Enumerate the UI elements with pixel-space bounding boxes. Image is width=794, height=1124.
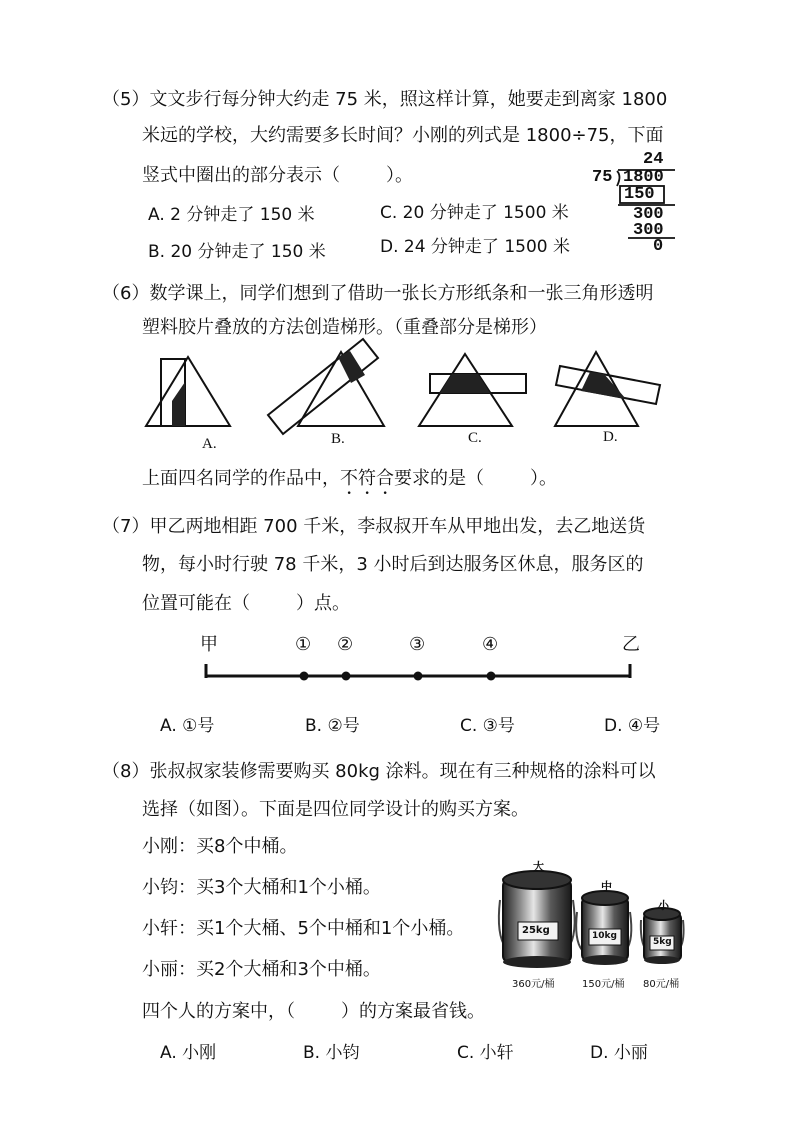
q5-option-d[interactable]: D. 24 分钟走了 1500 米 <box>380 237 571 257</box>
division-step1-circled: 150 <box>624 185 655 204</box>
bucket-small[interactable] <box>641 908 684 964</box>
figure-label-b: B. <box>331 431 345 447</box>
bucket-medium[interactable] <box>576 891 631 965</box>
q8-plan-xiaojun: 小钧：买3个大桶和1个小桶。 <box>142 877 381 898</box>
bucket-large-size: 大 <box>533 860 544 873</box>
bucket-medium-weight: 10kg <box>592 931 617 941</box>
q8-option-c[interactable]: C. 小轩 <box>457 1043 514 1063</box>
q6-question: 上面四名同学的作品中，不符合要求的是（ ）。 <box>142 468 557 489</box>
q5-number: （5） <box>102 89 150 110</box>
q7-start-label: 甲 <box>200 634 218 655</box>
bucket-small-size: 小 <box>658 899 669 912</box>
q5-line3: 竖式中圈出的部分表示（ ）。 <box>142 165 413 186</box>
q8-option-a[interactable]: A. 小刚 <box>160 1043 217 1063</box>
division-quotient: 24 <box>643 150 664 169</box>
bucket-small-price: 80元/桶 <box>643 979 680 990</box>
q7-point-2-label: ② <box>337 634 354 655</box>
q8-plan-xiaogang: 小刚：买8个中桶。 <box>142 836 298 857</box>
q6-number: （6） <box>102 283 150 304</box>
q7-line1: （7）甲乙两地相距 700 千米，李叔叔开车从甲地出发，去乙地送货 <box>102 516 646 537</box>
q8-plan-xiaoli: 小丽：买2个大桶和3个中桶。 <box>142 959 381 980</box>
q8-plan-xiaoxuan: 小轩：买1个大桶、5个中桶和1个小桶。 <box>142 918 465 939</box>
q7-option-d[interactable]: D. ④号 <box>604 716 661 736</box>
q7-point-3-label: ③ <box>409 634 426 655</box>
bucket-medium-price: 150元/桶 <box>582 979 625 990</box>
division-remainder: 0 <box>653 237 664 256</box>
q7-option-b[interactable]: B. ②号 <box>305 716 360 736</box>
division-step2: 300 <box>633 205 664 224</box>
figure-label-c: C. <box>468 430 482 446</box>
q7-line3: 位置可能在（ ）点。 <box>142 593 350 614</box>
q7-option-c[interactable]: C. ③号 <box>460 716 515 736</box>
bucket-large-weight: 25kg <box>522 925 550 936</box>
q5-option-b[interactable]: B. 20 分钟走了 150 米 <box>148 242 326 262</box>
bucket-small-weight: 5kg <box>653 937 672 947</box>
figure-label-a: A. <box>202 436 217 452</box>
q6-line1: （6）数学课上，同学们想到了借助一张长方形纸条和一张三角形透明 <box>102 283 654 304</box>
q7-line2: 物，每小时行驶 78 千米，3 小时后到达服务区休息，服务区的 <box>142 554 644 575</box>
bucket-medium-size: 中 <box>601 880 612 893</box>
q7-point-4-label: ④ <box>482 634 499 655</box>
q7-point-1-label: ① <box>295 634 312 655</box>
figure-label-d: D. <box>603 429 618 445</box>
q8-number: （8） <box>102 761 150 782</box>
division-step3: 300 <box>633 221 664 240</box>
q7-end-label: 乙 <box>622 634 640 655</box>
q5-line2: 米远的学校，大约需要多长时间？小刚的列式是 1800÷75，下面 <box>142 125 664 146</box>
q8-question: 四个人的方案中，（ ）的方案最省钱。 <box>142 1001 485 1022</box>
q5-line1: （5）文文步行每分钟大约走 75 米，照这样计算，她要走到离家 1800 <box>102 89 668 110</box>
q7-number: （7） <box>102 516 150 537</box>
q6-emphasis: 不符合 <box>340 468 394 489</box>
q5-option-a[interactable]: A. 2 分钟走了 150 米 <box>148 205 315 225</box>
q7-option-a[interactable]: A. ①号 <box>160 716 215 736</box>
bucket-large[interactable] <box>499 871 575 968</box>
bucket-large-price: 360元/桶 <box>512 979 555 990</box>
q5-option-c[interactable]: C. 20 分钟走了 1500 米 <box>380 203 569 223</box>
q8-option-d[interactable]: D. 小丽 <box>590 1043 648 1063</box>
division-divisor: 75 <box>592 168 613 187</box>
q8-line1: （8）张叔叔家装修需要购买 80kg 涂料。现在有三种规格的涂料可以 <box>102 761 656 782</box>
q6-line2: 塑料胶片叠放的方法创造梯形。（重叠部分是梯形） <box>142 317 547 338</box>
division-dividend: 1800 <box>623 168 664 187</box>
q8-option-b[interactable]: B. 小钧 <box>303 1043 360 1063</box>
q8-line2: 选择（如图）。下面是四位同学设计的购买方案。 <box>142 799 529 820</box>
